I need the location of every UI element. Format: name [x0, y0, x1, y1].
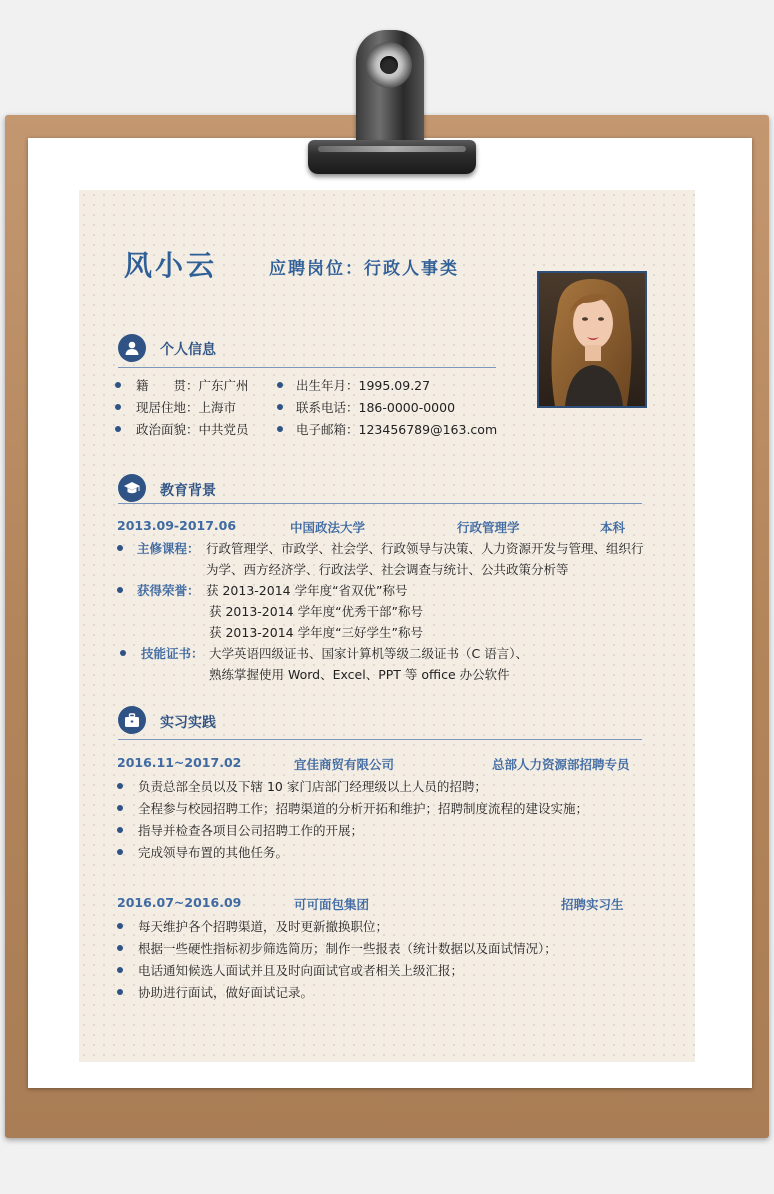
education-major: 行政管理学 [457, 520, 520, 535]
personal-section-rule [118, 367, 496, 368]
native-place-label: 籍 贯： [136, 378, 199, 393]
graduation-cap-icon [123, 480, 141, 496]
native-place-value: 广东广州 [198, 378, 249, 393]
courses-line: 行政管理学、市政学、社会学、行政领导与决策、人力资源开发与管理、组织行 [206, 541, 644, 556]
internship-section-rule [118, 739, 642, 740]
email-value: 123456789@163.com [358, 422, 498, 437]
courses-line: 为学、西方经济学、行政法学、社会调查与统计、公共政策分析等 [206, 562, 569, 577]
bullet [277, 404, 283, 410]
internship-2-company: 可可面包集团 [294, 897, 370, 912]
bullet [115, 426, 121, 432]
birth-label: 出生年月： [296, 378, 359, 393]
bullet [117, 989, 123, 995]
education-period: 2013.09-2017.06 [117, 518, 237, 533]
phone-label: 联系电话： [296, 400, 359, 415]
honor-line: 获 2013-2014 学年度“优秀干部”称号 [209, 604, 424, 619]
binder-clip-base [308, 140, 476, 174]
skills-line: 大学英语四级证书、国家计算机等级二级证书（C 语言）、 [209, 646, 528, 661]
birth-row [296, 376, 430, 394]
duty-item: 负责总部全员以及下辖 10 家门店部门经理级以上人员的招聘； [138, 779, 487, 794]
bullet [117, 923, 123, 929]
internship-2-role: 招聘实习生 [561, 897, 624, 912]
candidate-name: 风小云 [124, 249, 218, 282]
skills-line: 熟练掌握使用 Word、Excel、PPT 等 office 办公软件 [209, 667, 510, 682]
bullet [117, 827, 123, 833]
education-section-rule [118, 503, 642, 504]
phone-value: 186-0000-0000 [358, 400, 456, 415]
duty-item: 完成领导布置的其他任务。 [138, 845, 289, 860]
skills-label: 技能证书： [141, 646, 204, 661]
education-section-icon [118, 474, 146, 502]
candidate-photo [537, 271, 647, 408]
bullet [117, 849, 123, 855]
internship-section-icon [118, 706, 146, 734]
email-row [296, 420, 497, 438]
internship-1-company: 宜佳商贸有限公司 [294, 757, 395, 772]
personal-section-title: 个人信息 [160, 342, 216, 358]
duty-item: 每天维护各个招聘渠道，及时更新撤换职位； [138, 919, 389, 934]
bullet [120, 650, 126, 656]
personal-section-icon [118, 334, 146, 362]
education-section-title: 教育背景 [160, 483, 216, 499]
education-school: 中国政法大学 [290, 520, 366, 535]
internship-2-period: 2016.07~2016.09 [117, 895, 242, 910]
bullet [117, 783, 123, 789]
bullet [117, 545, 123, 551]
internship-1-period: 2016.11~2017.02 [117, 755, 242, 770]
duty-item: 全程参与校园招聘工作；招聘渠道的分析开拓和维护；招聘制度流程的建设实施； [138, 801, 589, 816]
education-degree: 本科 [600, 520, 626, 535]
resume-page [79, 190, 695, 1062]
native-place-row [136, 376, 249, 394]
bullet [277, 382, 283, 388]
honor-line: 获 2013-2014 学年度“省双优”称号 [206, 583, 408, 598]
job-position: 应聘岗位：行政人事类 [269, 259, 459, 279]
bullet [117, 945, 123, 951]
honor-line: 获 2013-2014 学年度“三好学生”称号 [209, 625, 424, 640]
courses-label: 主修课程： [137, 541, 200, 556]
duty-item: 协助进行面试，做好面试记录。 [138, 985, 314, 1000]
binder-clip-hole [380, 56, 398, 74]
bullet [115, 382, 121, 388]
honors-label: 获得荣誉： [137, 583, 200, 598]
bullet [277, 426, 283, 432]
bullet [115, 404, 121, 410]
bullet [117, 587, 123, 593]
political-status-value: 中共党员 [198, 422, 249, 437]
birth-value: 1995.09.27 [358, 378, 431, 393]
bullet [117, 805, 123, 811]
bullet [117, 967, 123, 973]
internship-section-title: 实习实践 [160, 715, 216, 731]
residence-value: 上海市 [198, 400, 237, 415]
political-status-label: 政治面貌： [136, 422, 199, 437]
duty-item: 根据一些硬性指标初步筛选简历；制作一些报表（统计数据以及面试情况）； [138, 941, 557, 956]
duty-item: 电话通知候选人面试并且及时向面试官或者相关上级汇报； [138, 963, 464, 978]
phone-row [296, 398, 455, 416]
briefcase-icon [124, 713, 140, 728]
residence-label: 现居住地： [136, 400, 199, 415]
internship-1-role: 总部人力资源部招聘专员 [492, 757, 630, 772]
user-icon [124, 340, 140, 356]
residence-row [136, 398, 236, 416]
email-label: 电子邮箱： [296, 422, 359, 437]
duty-item: 指导并检查各项目公司招聘工作的开展； [138, 823, 364, 838]
political-status-row [136, 420, 249, 438]
